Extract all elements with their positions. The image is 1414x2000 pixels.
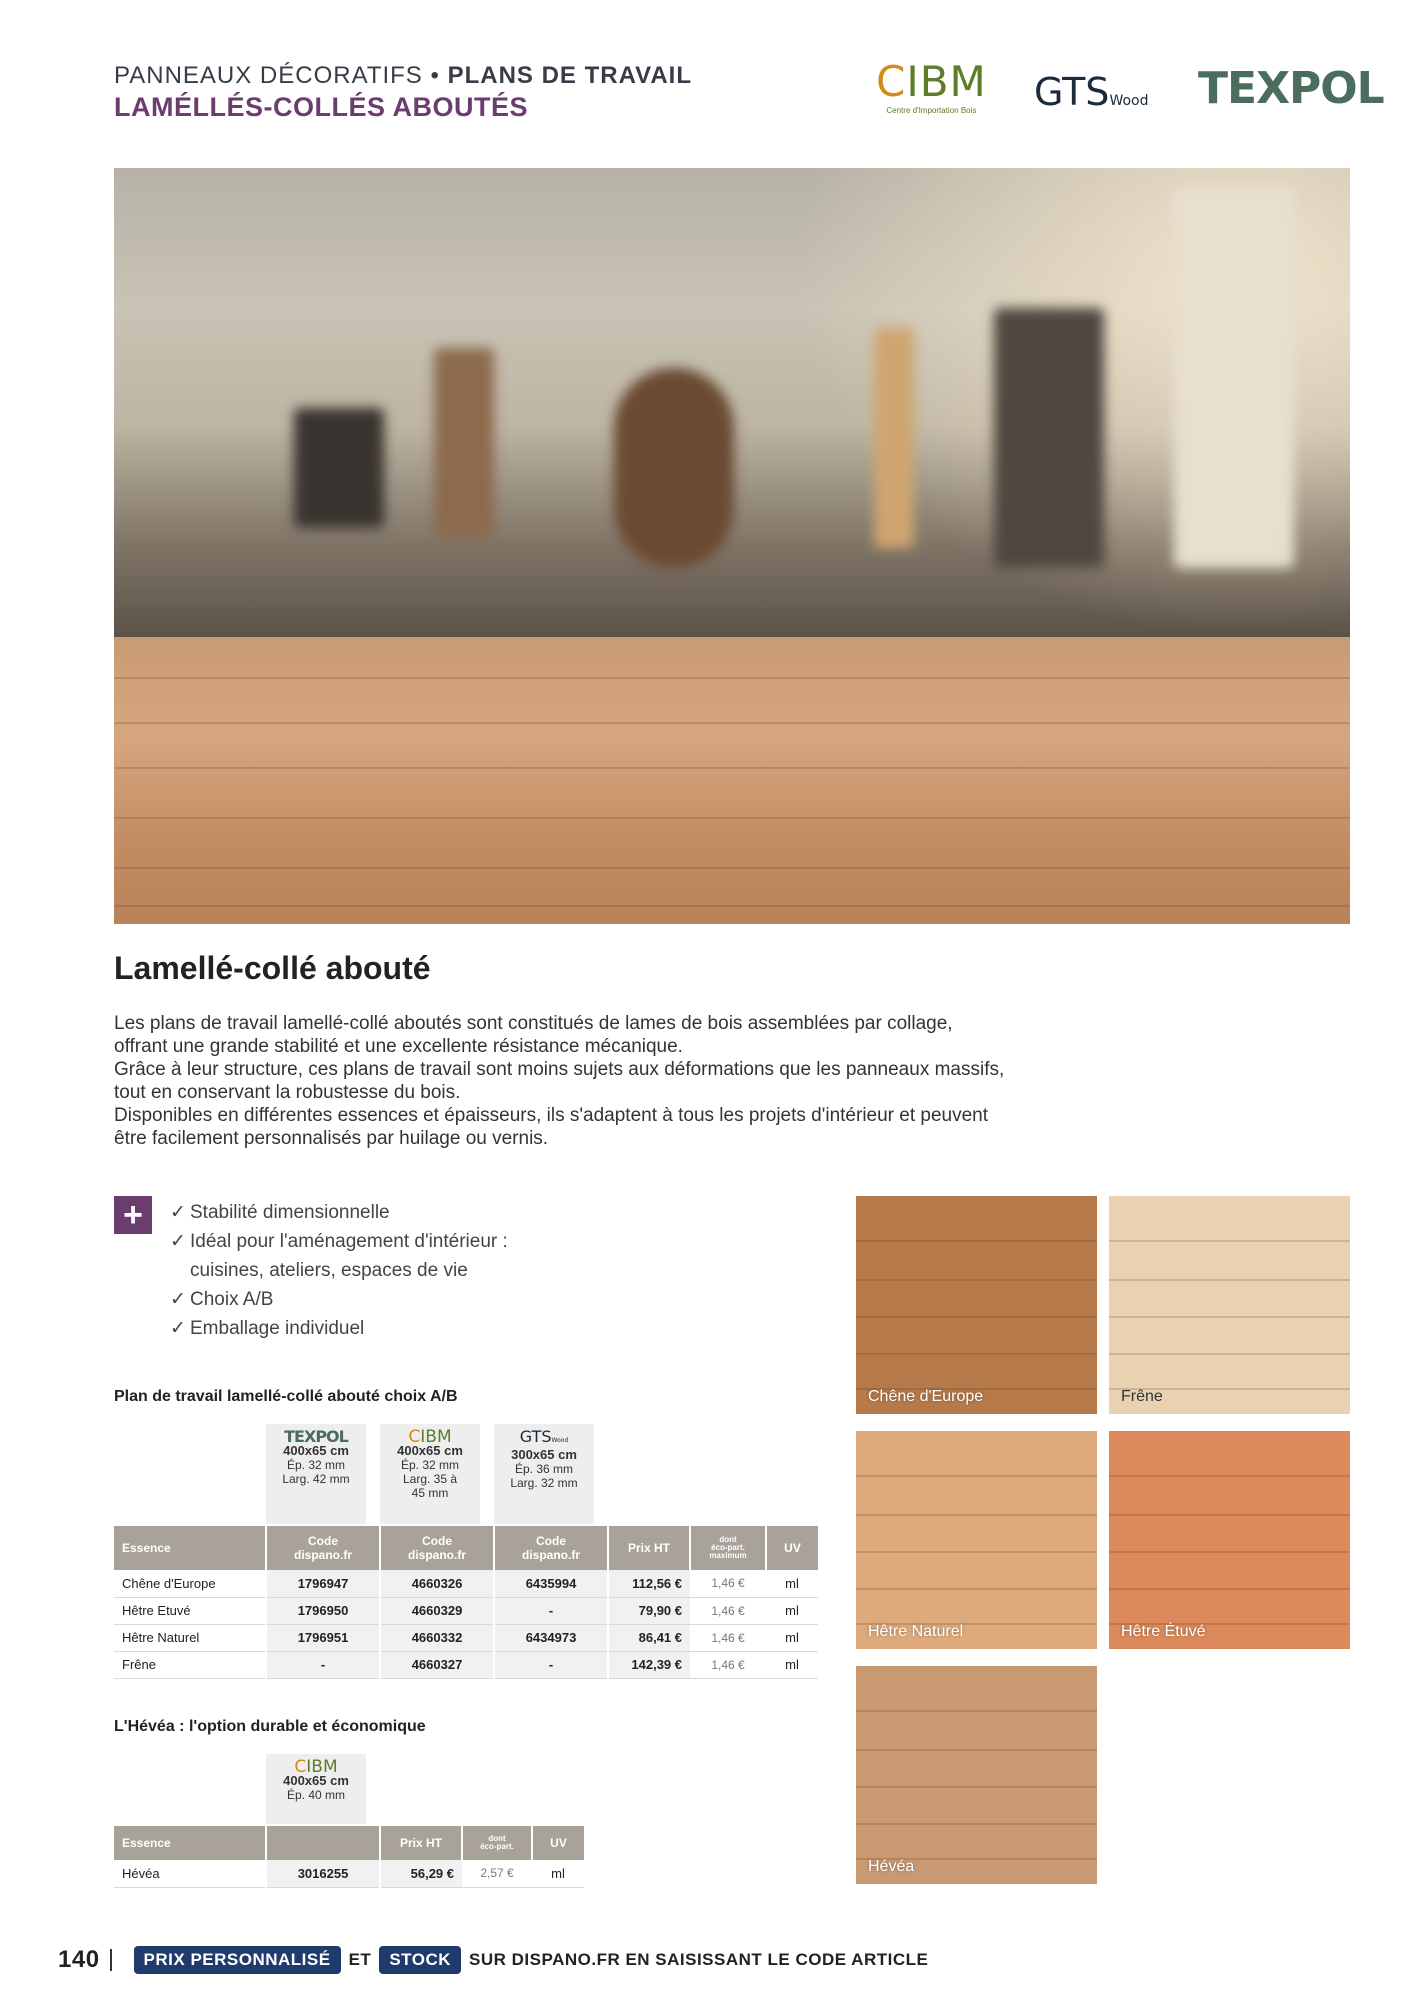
- cibm-mini-logo: CIBM: [408, 1427, 452, 1447]
- benefit-item: ✓ Emballage individuel: [170, 1314, 508, 1343]
- supplier-cibm-hevea: [266, 1754, 366, 1824]
- cell-eco: 1,46 €: [690, 1651, 766, 1678]
- wood-grain-line: [1109, 1475, 1350, 1477]
- supplier-texpol: [266, 1424, 366, 1524]
- cell-code: 4660332: [380, 1624, 494, 1651]
- swatch-hetre-etuve: [1109, 1431, 1350, 1649]
- swatch-label: Hêtre Étuvé: [1121, 1623, 1206, 1640]
- footer-pill-stock: STOCK: [379, 1946, 461, 1974]
- intro-line: offrant une grande stabilité et une excellente résistance mécanique.: [114, 1036, 683, 1057]
- intro-line: Disponibles en différentes essences et épaisseurs, ils s'adaptent à tous les projets d'intérieur et peuvent: [114, 1105, 989, 1126]
- wood-grain-line: [856, 1514, 1097, 1516]
- wood-grain-line: [1109, 1279, 1350, 1281]
- cell-price: 112,56 €: [608, 1570, 690, 1597]
- supplier-dims: 400x65 cm: [397, 1443, 463, 1458]
- texpol-logo: [1198, 64, 1384, 114]
- swatch-label: Hêtre Naturel: [868, 1623, 964, 1640]
- col-essence: Essence: [114, 1526, 266, 1570]
- wood-grain-line: [856, 1279, 1097, 1281]
- cell-code: -: [494, 1651, 608, 1678]
- table-row: [114, 1860, 584, 1887]
- category-text: PANNEAUX DÉCORATIFS •: [114, 62, 448, 89]
- col-code-cibm: Code dispano.fr: [380, 1526, 494, 1570]
- wood-grain-line: [856, 1823, 1097, 1825]
- cibm-mini-logo: CIBM: [294, 1757, 338, 1777]
- supplier-dims: 400x65 cm: [283, 1443, 349, 1458]
- category-bold: PLANS DE TRAVAIL: [447, 62, 693, 89]
- gts-logo-text: GTS: [1034, 70, 1110, 114]
- supplier-thickness: Ép. 36 mm: [514, 1462, 574, 1476]
- cell-eco: 1,46 €: [690, 1624, 766, 1651]
- cell-uv: ml: [766, 1651, 818, 1678]
- col-uv: UV: [532, 1826, 584, 1860]
- col-eco: dont éco-part.: [462, 1826, 532, 1860]
- supplier-dims: 400x65 cm: [283, 1773, 349, 1788]
- supplier-width: Larg. 32 mm: [510, 1476, 578, 1490]
- cell-code: 4660326: [380, 1570, 494, 1597]
- wood-grain-line: [856, 1786, 1097, 1788]
- swatch-frene: [1109, 1196, 1350, 1414]
- cell-code: 1796950: [266, 1597, 380, 1624]
- col-code-gts: Code dispano.fr: [494, 1526, 608, 1570]
- footer-pill-prix: PRIX PERSONNALISÉ: [134, 1946, 341, 1974]
- intro-paragraph: [114, 1012, 1174, 1150]
- cell-code: 1796951: [266, 1624, 380, 1651]
- price-table-2: [114, 1826, 584, 1888]
- col-eco: dont éco-part. maximum: [690, 1526, 766, 1570]
- wood-grain-line: [1109, 1240, 1350, 1242]
- col-prix: Prix HT: [380, 1826, 462, 1860]
- col-uv: UV: [766, 1526, 818, 1570]
- wood-grain-line: [856, 1316, 1097, 1318]
- supplier-width: Larg. 35 à: [402, 1472, 458, 1486]
- gts-mini-logo: GTSWood: [519, 1427, 569, 1446]
- wood-grain-line: [1109, 1514, 1350, 1516]
- plus-icon: +: [114, 1196, 152, 1234]
- table-row: [114, 1651, 818, 1678]
- benefit-item: ✓ Stabilité dimensionnelle: [170, 1198, 508, 1227]
- table-row: [114, 1624, 818, 1651]
- benefits-list: [170, 1198, 508, 1343]
- cell-uv: ml: [766, 1597, 818, 1624]
- cell-essence: Chêne d'Europe: [114, 1570, 266, 1597]
- cell-uv: ml: [532, 1860, 584, 1887]
- cell-code: 4660329: [380, 1597, 494, 1624]
- gts-logo-sub: Wood: [1109, 93, 1149, 109]
- brand-logos: [876, 57, 1384, 124]
- cell-code: -: [266, 1651, 380, 1678]
- cell-essence: Hêtre Naturel: [114, 1624, 266, 1651]
- cell-essence: Hêtre Etuvé: [114, 1597, 266, 1624]
- hero-kitchen-image: [114, 168, 1350, 924]
- table1-title: Plan de travail lamellé-collé abouté choix A/B: [114, 1388, 458, 1405]
- cibm-logo-text: IBM: [906, 57, 987, 106]
- swatch-label: Hévéa: [868, 1858, 915, 1875]
- supplier-thickness: Ép. 32 mm: [400, 1458, 460, 1472]
- swatch-hevea: [856, 1666, 1097, 1884]
- texpol-logo-text: TEXPOL: [1198, 63, 1384, 114]
- supplier-cibm: [380, 1424, 480, 1524]
- col-code: [266, 1826, 380, 1860]
- supplier-thickness: Ép. 40 mm: [286, 1788, 346, 1802]
- wood-grain-line: [1109, 1353, 1350, 1355]
- swatch-hetre-naturel: [856, 1431, 1097, 1649]
- table-row: [114, 1597, 818, 1624]
- intro-line: Les plans de travail lamellé-collé aboutés sont constitués de lames de bois assemblées par collage,: [114, 1013, 953, 1034]
- cell-eco: 2,57 €: [462, 1860, 532, 1887]
- intro-line: tout en conservant la robustesse du bois.: [114, 1082, 461, 1103]
- benefit-item: [170, 1227, 508, 1285]
- wood-grain-line: [1109, 1316, 1350, 1318]
- intro-line: être facilement personnalisés par huilage ou vernis.: [114, 1128, 549, 1149]
- texpol-mini-logo: TEXPOL: [284, 1427, 348, 1446]
- table-header-row: [114, 1826, 584, 1860]
- supplier-gts: [494, 1424, 594, 1524]
- table-row: [114, 1570, 818, 1597]
- col-code-texpol: Code dispano.fr: [266, 1526, 380, 1570]
- cell-price: 86,41 €: [608, 1624, 690, 1651]
- cell-uv: ml: [766, 1570, 818, 1597]
- swatch-chene: [856, 1196, 1097, 1414]
- section-title: Lamellé-collé abouté: [114, 950, 431, 986]
- cell-code: 1796947: [266, 1570, 380, 1597]
- cell-price: 79,90 €: [608, 1597, 690, 1624]
- cell-code: -: [494, 1597, 608, 1624]
- category-line: [114, 62, 692, 90]
- footer-divider: [110, 1949, 112, 1971]
- cibm-logo-c: C: [876, 57, 907, 106]
- intro-line: Grâce à leur structure, ces plans de travail sont moins sujets aux déformations que les panneaux massifs,: [114, 1059, 1005, 1080]
- supplier-width-2: 45 mm: [411, 1486, 449, 1500]
- swatch-label: Frêne: [1121, 1388, 1163, 1405]
- cell-code: 4660327: [380, 1651, 494, 1678]
- col-prix: Prix HT: [608, 1526, 690, 1570]
- page-header: [114, 62, 692, 123]
- price-table-1: [114, 1526, 818, 1679]
- supplier-dims: 300x65 cm: [511, 1447, 577, 1462]
- hero-countertop: [114, 637, 1350, 924]
- table-header-row: [114, 1526, 818, 1570]
- gts-logo: [1034, 70, 1148, 123]
- wood-grain-line: [856, 1353, 1097, 1355]
- cibm-logo-subtitle: Centre d'Importation Bois: [886, 106, 977, 115]
- cell-code: 6435994: [494, 1570, 608, 1597]
- cell-price: 142,39 €: [608, 1651, 690, 1678]
- col-essence: Essence: [114, 1826, 266, 1860]
- benefit-item: ✓ Choix A/B: [170, 1285, 508, 1314]
- swatch-label: Chêne d'Europe: [868, 1388, 984, 1405]
- wood-grain-line: [1109, 1588, 1350, 1590]
- page-heading: LAMÉLLÉS-COLLÉS ABOUTÉS: [114, 92, 528, 122]
- supplier-width: Larg. 42 mm: [282, 1472, 350, 1486]
- footer-text: SUR DISPANO.FR EN SAISISSANT LE CODE ARTICLE: [469, 1950, 929, 1969]
- wood-grain-line: [856, 1551, 1097, 1553]
- benefit-text: Idéal pour l'aménagement d'intérieur :: [190, 1231, 508, 1252]
- cibm-logo: [876, 57, 987, 115]
- footer-et: ET: [348, 1950, 372, 1969]
- page-number: 140: [58, 1946, 100, 1973]
- cell-essence: Hévéa: [114, 1860, 266, 1887]
- cell-uv: ml: [766, 1624, 818, 1651]
- cell-code: 6434973: [494, 1624, 608, 1651]
- table2-title: L'Hévéa : l'option durable et économique: [114, 1718, 426, 1735]
- supplier-thickness: Ép. 32 mm: [286, 1458, 346, 1472]
- wood-grain-line: [856, 1710, 1097, 1712]
- cell-essence: Frêne: [114, 1651, 266, 1678]
- wood-grain-line: [856, 1749, 1097, 1751]
- hero-background: [114, 168, 1350, 637]
- page-footer: [58, 1942, 928, 1978]
- wood-grain-line: [856, 1240, 1097, 1242]
- wood-grain-line: [856, 1588, 1097, 1590]
- wood-grain-line: [1109, 1551, 1350, 1553]
- cell-code: 3016255: [266, 1860, 380, 1887]
- benefit-subtext: cuisines, ateliers, espaces de vie: [190, 1260, 468, 1281]
- cell-price: 56,29 €: [380, 1860, 462, 1887]
- cell-eco: 1,46 €: [690, 1570, 766, 1597]
- cell-eco: 1,46 €: [690, 1597, 766, 1624]
- wood-grain-line: [856, 1475, 1097, 1477]
